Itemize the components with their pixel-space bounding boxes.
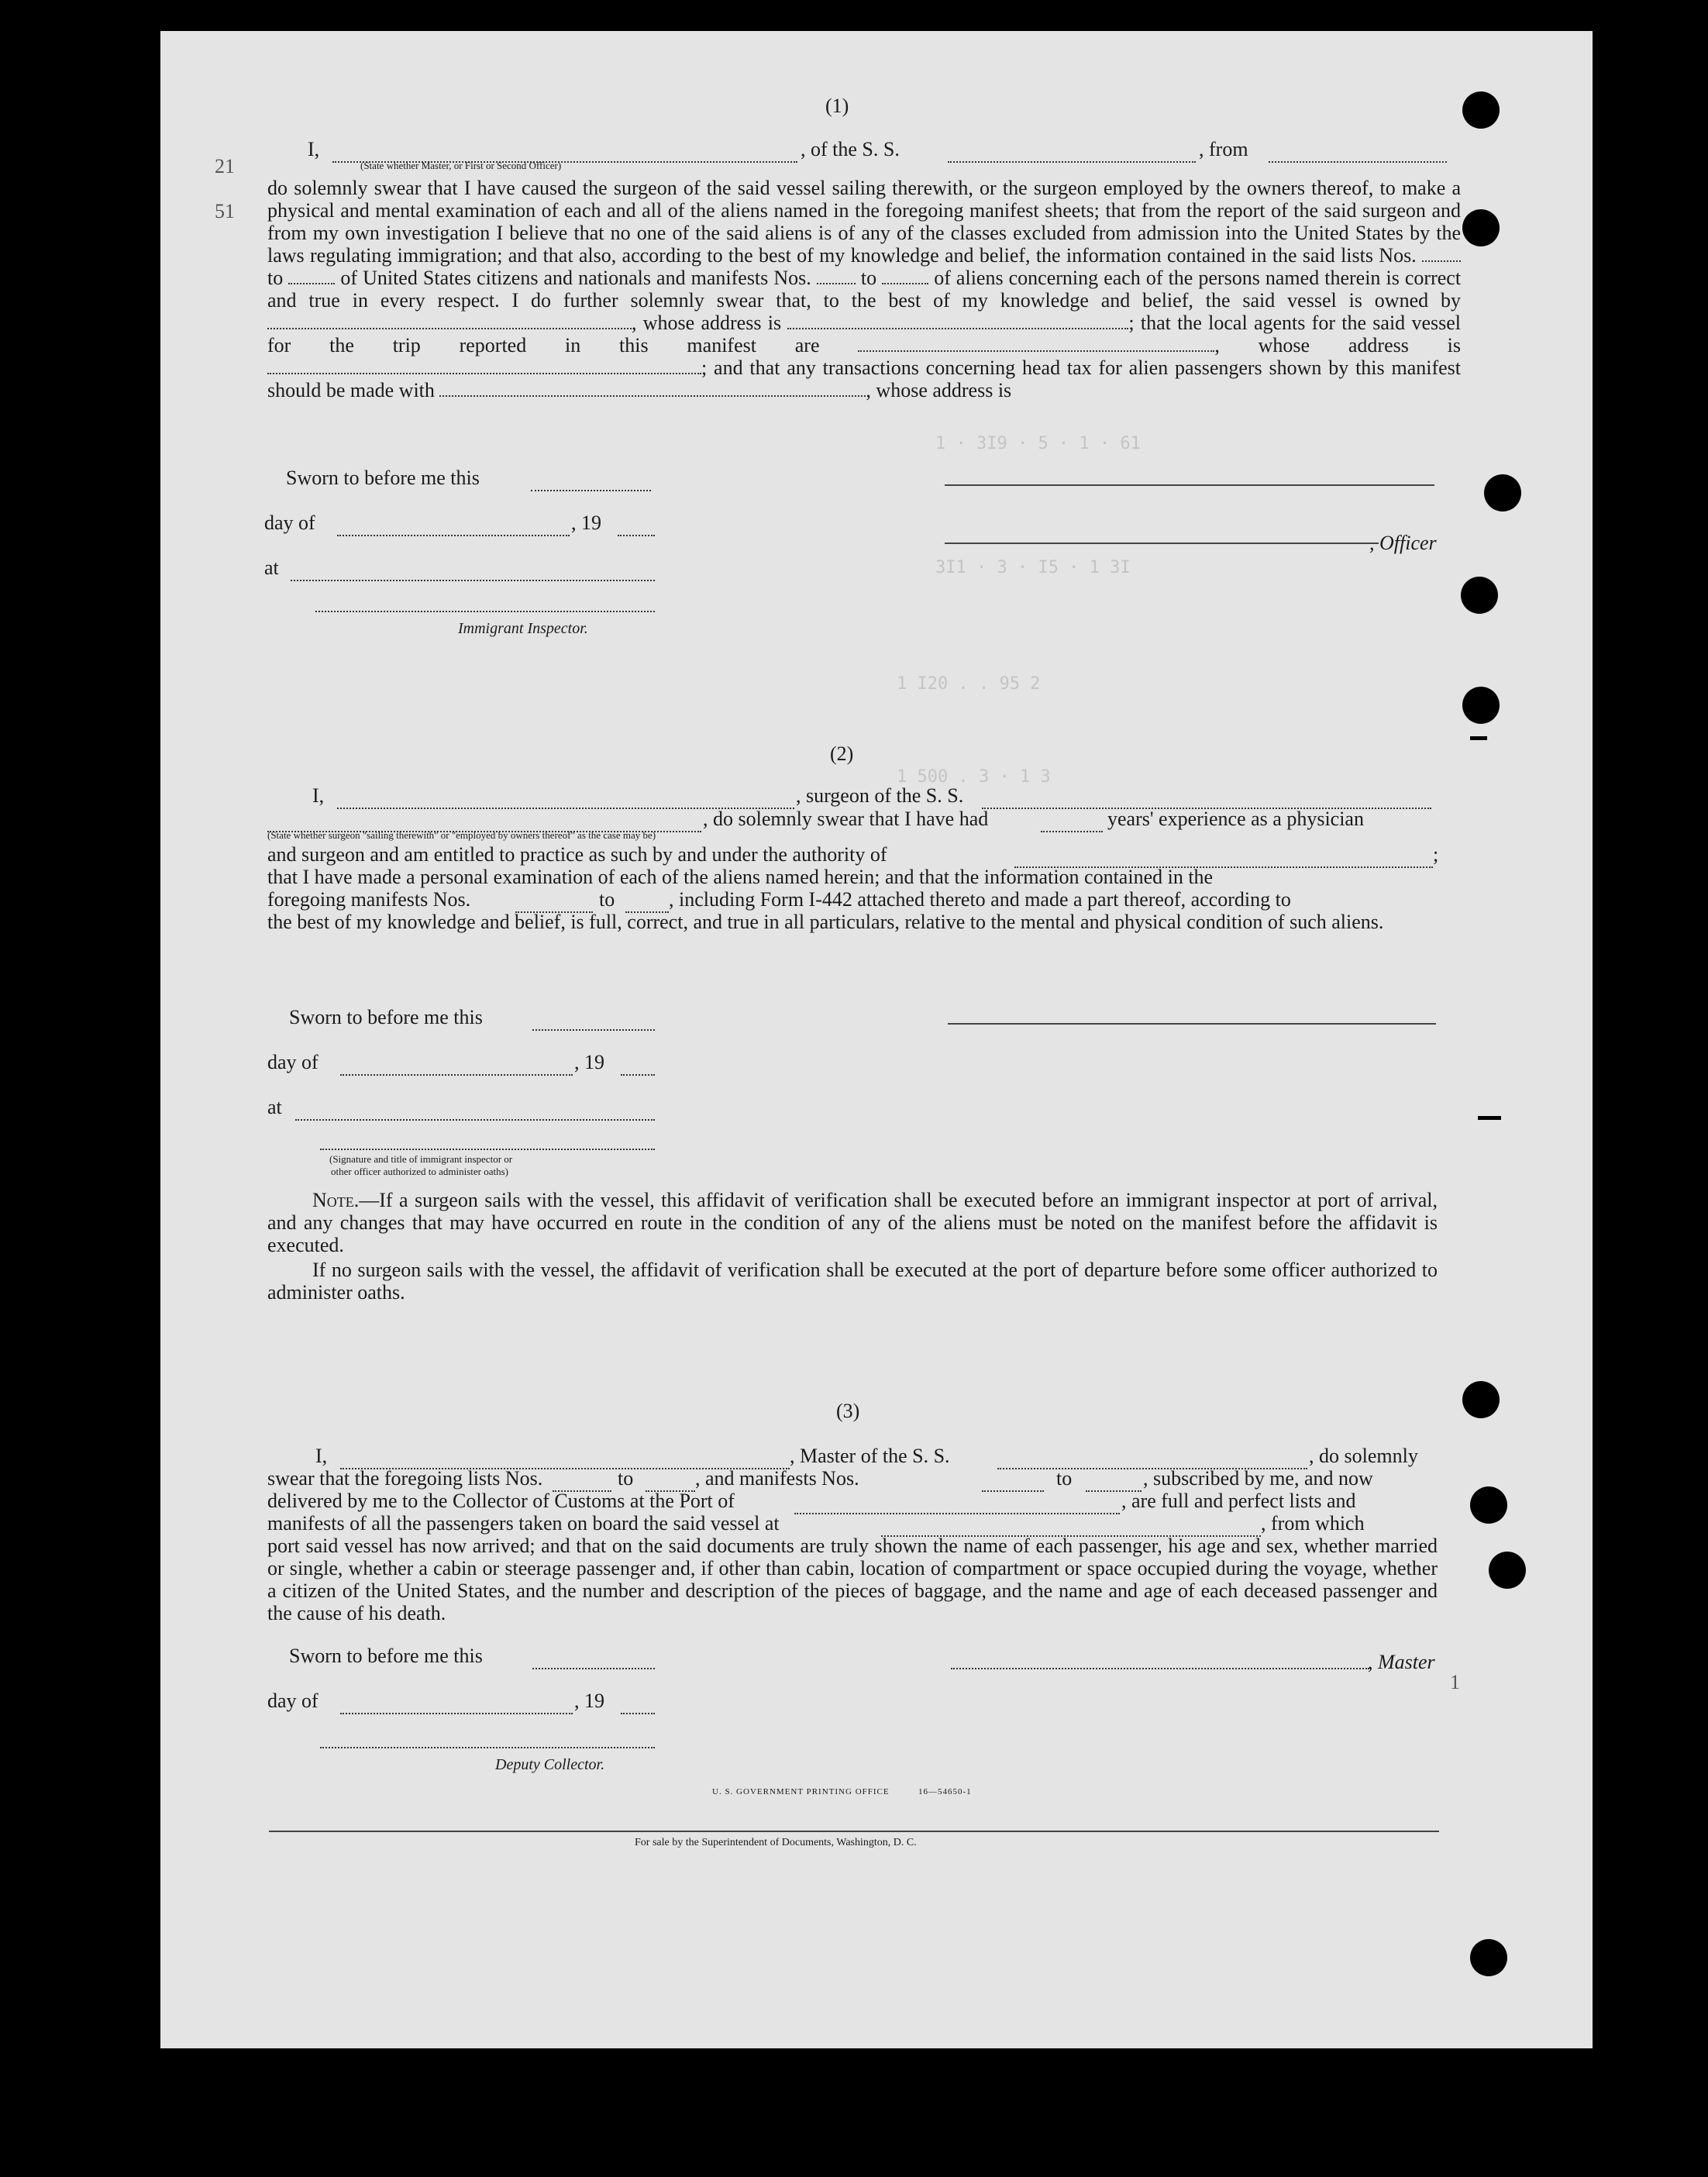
section-1-number: (1) xyxy=(825,95,849,117)
note-text-2: If no surgeon sails with the vessel, the affidavit of verification shall be executed at the port of departure before some officer authorized to administer oaths. xyxy=(267,1259,1438,1304)
year-field-3[interactable] xyxy=(621,1699,655,1714)
vessel-name-field[interactable] xyxy=(948,147,1196,163)
signature-note-2: other officer authorized to administer oaths) xyxy=(331,1166,508,1177)
ink-mark xyxy=(1478,1116,1501,1120)
from-which-label: , from which xyxy=(1261,1512,1365,1535)
at-field-1[interactable] xyxy=(291,566,655,581)
owner-address-field[interactable] xyxy=(787,314,1128,329)
bleed-through-text: 3I1 · 3 · I5 · 1 3I xyxy=(935,558,1131,577)
bleed-through-text: 1 I20 . . 95 2 xyxy=(897,674,1041,694)
day-of-field-3[interactable] xyxy=(340,1699,573,1714)
authority-label: and surgeon and am entitled to practice as such by and under the authority of xyxy=(267,843,887,866)
surgeon-of-label: , surgeon of the S. S. xyxy=(796,784,964,807)
from-port-field[interactable] xyxy=(1269,147,1447,163)
year-label-2: , 19 xyxy=(574,1051,604,1073)
local-agents-field[interactable] xyxy=(858,336,1214,352)
note-label: Note. xyxy=(312,1189,360,1211)
punch-hole xyxy=(1489,1552,1526,1589)
to-label: to xyxy=(267,267,284,289)
local-agents-label: that the local agents for the said vessel for the trip reported in this manifest are xyxy=(267,312,1461,357)
to-label: to xyxy=(860,267,877,289)
full-lists-label: , are full and perfect lists and xyxy=(1121,1490,1356,1512)
punch-hole xyxy=(1462,687,1500,724)
margin-number-top: 21 xyxy=(215,155,235,177)
master-officer-note: (State whether Master, or First or Second Officer) xyxy=(360,160,562,171)
to-label-2: to xyxy=(599,888,615,911)
master-signature-field[interactable] xyxy=(951,1654,1369,1669)
subscribed-label: , subscribed by me, and now xyxy=(1143,1467,1373,1490)
swear-label: swear that the foregoing lists Nos. xyxy=(267,1467,543,1490)
sworn-day-field-3[interactable] xyxy=(532,1654,655,1669)
immigrant-inspector-label: Immigrant Inspector. xyxy=(458,620,588,637)
of-ss-label: , of the S. S. xyxy=(801,138,900,160)
year-field-2[interactable] xyxy=(621,1060,655,1076)
whose-address-label: , whose address is xyxy=(632,312,782,334)
form-label: , including Form I-442 attached thereto and made a part thereof, according to xyxy=(669,888,1291,911)
sworn-label-1: Sworn to before me this xyxy=(286,467,480,489)
section-2-text-b: the best of my knowledge and belief, is full, correct, and true in all particulars, relative to the mental and physical condition of such aliens. xyxy=(267,911,1384,933)
punch-hole xyxy=(1462,209,1500,246)
passengers-label: passengers shown by this manifest should be made with xyxy=(267,357,1462,401)
surgeon-signature-line[interactable] xyxy=(948,1023,1436,1025)
whose-address-label: whose address is xyxy=(1258,334,1461,357)
manifests-label-3: , and manifests Nos. xyxy=(695,1467,859,1490)
lists-to-field[interactable] xyxy=(288,269,335,284)
margin-mark-right: 1 xyxy=(1450,1671,1460,1693)
section-2-i: I, xyxy=(312,784,325,807)
form-code: 16—54650-1 xyxy=(918,1787,972,1796)
section-2-text-a: that I have made a personal examination of each of the aliens named herein; and that the information contained in the xyxy=(267,866,1214,888)
section-1-text: do solemnly swear that I have caused the surgeon of the said vessel sailing therewith, or the surgeon employed by the owners thereof, to make a physical and mental examination of each and all of the aliens named in the foregoing manifest sheets; that from the report of the said surgeon and from my own investigation I believe that no one of the said aliens is of any of the classes excluded from admission into the United States by the laws regulating immigration; and that also, according to the best of my knowledge and belief, the information contained in the said lists Nos. xyxy=(267,177,1461,267)
section-3-number: (3) xyxy=(836,1400,860,1422)
port-field[interactable] xyxy=(794,1499,1120,1514)
section-3-i: I, xyxy=(315,1445,328,1467)
head-tax-party-field[interactable] xyxy=(439,381,866,397)
section-1-body: do solemnly swear that I have caused the surgeon of the said vessel sailing therewith, or the surgeon employed by the owners thereof, to make a physical and mental examination of each and all of the aliens named in the foregoing manifest sheets; that from the report of the said surgeon and from my own investigation I believe that no one of the said aliens is of any of the classes excluded from admission into the United States by the laws regulating immigration; and that also, according to the best of my knowledge and belief, the information contained in the said lists Nos. to of United States citizens and nationals and manifests Nos. to of aliens concerning each of the persons named therein is correct and true in every respect. I do further solemnly swear that, to the best of my knowledge and belief, the said vessel is owned by , whose address is ; that the local agents for the said vessel for the trip reported in this manifest are , whose address is ; and that any transactions concerning head tax for alien passengers shown by this manifest should be made with , whose address is xyxy=(267,177,1462,401)
delivered-label: delivered by me to the Collector of Customs at the Port of xyxy=(267,1490,735,1512)
punch-hole xyxy=(1461,577,1498,614)
officer-title-line[interactable] xyxy=(945,543,1379,544)
surgeon-name-field[interactable] xyxy=(337,794,794,809)
surgeon-type-note: (State whether surgeon "sailing therewith" or "employed by owners thereof" as the case may be) xyxy=(267,829,656,841)
section-1-text2: of United States citizens and nationals and manifests Nos. xyxy=(340,267,811,289)
from-label: , from xyxy=(1199,138,1248,160)
inspector-signature-field-2[interactable] xyxy=(320,1135,655,1150)
bleed-through-text: 1 · 3I9 · 5 · 1 · 61 xyxy=(935,434,1141,453)
to-label-3b: to xyxy=(1056,1467,1073,1490)
agents-address-field[interactable] xyxy=(267,359,701,374)
master-of-label: , Master of the S. S. xyxy=(790,1445,950,1467)
surgeon-vessel-field[interactable] xyxy=(982,794,1431,809)
years-experience-field[interactable] xyxy=(1041,817,1103,832)
day-of-label-3: day of xyxy=(267,1690,319,1712)
experience-label: years' experience as a physician xyxy=(1107,808,1364,830)
lists-from-field[interactable] xyxy=(1422,246,1461,262)
year-label-1: , 19 xyxy=(571,512,601,534)
year-field-1[interactable] xyxy=(618,521,655,536)
day-of-field-2[interactable] xyxy=(340,1060,573,1076)
note-text: —If a surgeon sails with the vessel, this affidavit of verification shall be executed before an immigrant inspector at port of arrival, and any changes that may have occurred en route in the condition of any of the aliens must be noted on the manifest before the affidavit is executed. xyxy=(267,1189,1438,1256)
do-solemnly-label: , do solemnly xyxy=(1309,1445,1418,1467)
inspector-signature-field[interactable] xyxy=(315,597,655,612)
whose-address-label: , whose address is xyxy=(866,379,1012,401)
manifests-from-field[interactable] xyxy=(817,269,856,284)
head-tax-label: ; and that any transactions concerning head tax for alien xyxy=(701,357,1169,379)
section-2-number: (2) xyxy=(830,742,854,765)
footer-rule xyxy=(269,1831,1439,1832)
at-field-2[interactable] xyxy=(295,1105,655,1121)
foregoing-label: foregoing manifests Nos. xyxy=(267,888,471,911)
to-label-3a: to xyxy=(618,1467,634,1490)
solemnly-swear-label: , do solemnly swear that I have had xyxy=(703,808,989,830)
at-label-2: at xyxy=(267,1096,282,1118)
sworn-label-3: Sworn to before me this xyxy=(289,1645,483,1667)
section-3-text: port said vessel has now arrived; and that on the said documents are truly shown the name of each passenger, his age and sex, whether married or single, whether a cabin or steerage passenger and, if other than cabin, location of compartment or space occupied during the voyage, whether a citizen of the United States, and the number and description of the pieces of baggage, and the name and age of each deceased passenger and the cause of his death. xyxy=(267,1535,1438,1624)
sworn-label-2: Sworn to before me this xyxy=(289,1006,483,1028)
semicolon: ; xyxy=(1433,843,1439,866)
master-label: , Master xyxy=(1368,1651,1435,1673)
manifests-of-label: manifests of all the passengers taken on board the said vessel at xyxy=(267,1512,780,1535)
owned-by-label: the said vessel is owned by xyxy=(1205,289,1462,312)
section-1-text3: of aliens concerning each of the persons named therein is correct and true in every respect. I do further solemnly swear that, to the best of my knowledge and belief, xyxy=(267,267,1462,312)
officer-label: , Officer xyxy=(1369,532,1437,554)
punch-hole xyxy=(1484,474,1521,512)
punch-hole xyxy=(1462,91,1500,129)
day-of-field-1[interactable] xyxy=(337,521,570,536)
day-of-label-2: day of xyxy=(267,1051,319,1073)
owner-field[interactable] xyxy=(267,314,632,329)
punch-hole xyxy=(1470,1939,1507,1976)
ink-mark xyxy=(1470,736,1487,740)
note-paragraph xyxy=(267,1189,1438,1256)
sworn-day-field-1[interactable] xyxy=(531,476,651,491)
deputy-collector-label: Deputy Collector. xyxy=(495,1756,605,1773)
manifests-to-field[interactable] xyxy=(882,269,928,284)
bleed-through-text: 1 500 . 3 · 1 3 xyxy=(897,767,1051,787)
signature-note-1: (Signature and title of immigrant inspector or xyxy=(329,1153,513,1165)
at-label-1: at xyxy=(264,556,279,579)
margin-number-mid: 51 xyxy=(215,200,235,222)
printing-office: U. S. GOVERNMENT PRINTING OFFICE xyxy=(712,1787,890,1796)
punch-hole xyxy=(1470,1486,1507,1524)
sworn-day-field-2[interactable] xyxy=(532,1015,655,1031)
collector-signature-field[interactable] xyxy=(320,1733,655,1748)
section-1-i: I, xyxy=(308,138,320,160)
manifests-from-field-3[interactable] xyxy=(982,1476,1044,1492)
for-sale-note: For sale by the Superintendent of Documents, Washington, D. C. xyxy=(635,1837,917,1848)
form-sheet xyxy=(160,31,1593,2048)
officer-signature-line[interactable] xyxy=(945,484,1434,486)
punch-hole xyxy=(1462,1381,1500,1418)
year-label-3: , 19 xyxy=(574,1690,604,1712)
day-of-label-1: day of xyxy=(264,512,315,534)
